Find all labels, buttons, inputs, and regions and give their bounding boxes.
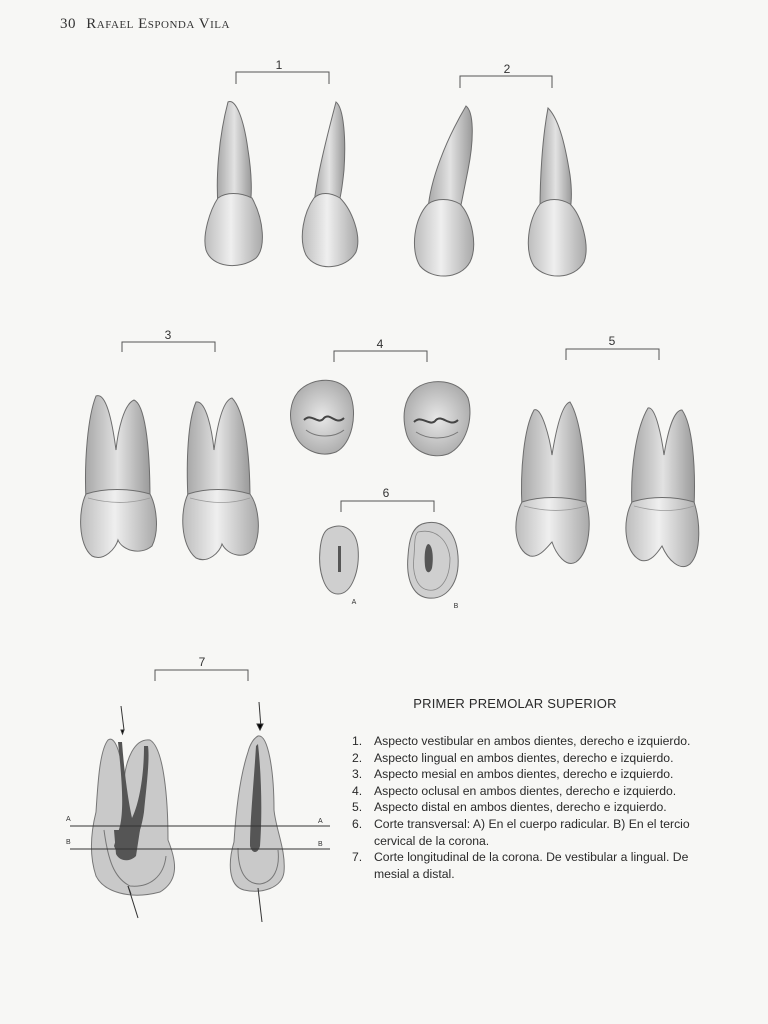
item-text: Corte longitudinal de la corona. De vestibular a lingual. De mesial a distal. — [374, 850, 689, 881]
figure-2-label: 2 — [503, 62, 511, 76]
author-name: Rafael Esponda Vila — [86, 16, 230, 32]
item-text: Aspecto vestibular en ambos dientes, derecho e izquierdo. — [374, 734, 691, 748]
tooth-2-right — [414, 106, 473, 276]
figure-7-label: 7 — [198, 655, 206, 669]
line-a-left-label: A — [66, 816, 71, 823]
section-6a — [320, 526, 359, 594]
figure-legend — [352, 696, 702, 882]
figure-3-label: 3 — [164, 328, 172, 342]
item-number: 7. — [352, 850, 363, 865]
tooth-5-left — [626, 408, 699, 567]
tooth-2-left — [528, 108, 586, 276]
tooth-4-right-occlusal — [291, 380, 354, 454]
figure-5-label: 5 — [608, 334, 616, 348]
tooth-1-left — [302, 102, 358, 267]
tooth-5-right — [516, 402, 589, 563]
item-number: 2. — [352, 750, 363, 765]
tooth-1-right — [205, 102, 262, 266]
legend-title: PRIMER PREMOLAR SUPERIOR — [413, 696, 617, 711]
item-number: 5. — [352, 800, 363, 815]
item-number: 6. — [352, 816, 363, 831]
line-b-left-label: B — [66, 839, 71, 846]
line-b-right-label: B — [318, 841, 323, 848]
section-6b — [408, 522, 459, 598]
item-text: Aspecto oclusal en ambos dientes, derecho e izquierdo. — [374, 783, 677, 798]
list-item — [352, 766, 702, 783]
tooth-3-right — [81, 396, 157, 558]
item-text: Corte transversal: A) En el cuerpo radicular. B) En el tercio cervical de la corona. — [374, 816, 690, 848]
list-item — [352, 733, 702, 750]
figure-4 — [291, 337, 470, 456]
legend-list — [352, 733, 702, 882]
line-a-right-label: A — [318, 818, 323, 825]
list-item — [352, 849, 702, 882]
figure-1 — [205, 58, 358, 267]
section-6b-label: B — [453, 603, 459, 610]
tooth-3-left — [183, 398, 259, 560]
item-number: 1. — [352, 734, 363, 748]
figure-7 — [66, 655, 330, 922]
figure-6 — [320, 486, 459, 610]
figure-1-label: 1 — [275, 58, 283, 72]
page-number: 30 — [60, 16, 76, 32]
list-item — [352, 816, 702, 849]
figure-2 — [414, 62, 586, 276]
figure-5 — [516, 334, 699, 567]
list-item — [352, 799, 702, 816]
list-item — [352, 783, 702, 800]
item-number: 3. — [352, 767, 363, 782]
longitudinal-section-vl — [91, 706, 174, 918]
figure-3 — [81, 328, 259, 560]
item-text: Aspecto lingual en ambos dientes, derecho e izquierdo. — [374, 750, 674, 765]
longitudinal-section-md — [230, 702, 284, 922]
item-text: Aspecto mesial en ambos dientes, derecho e izquierdo. — [374, 767, 674, 782]
tooth-4-left-occlusal — [404, 382, 470, 456]
figure-6-label: 6 — [382, 486, 390, 500]
figure-4-label: 4 — [376, 337, 384, 351]
section-6a-label: A — [351, 599, 357, 606]
item-number: 4. — [352, 783, 363, 798]
item-text: Aspecto distal en ambos dientes, derecho e izquierdo. — [374, 800, 667, 815]
list-item — [352, 750, 702, 767]
